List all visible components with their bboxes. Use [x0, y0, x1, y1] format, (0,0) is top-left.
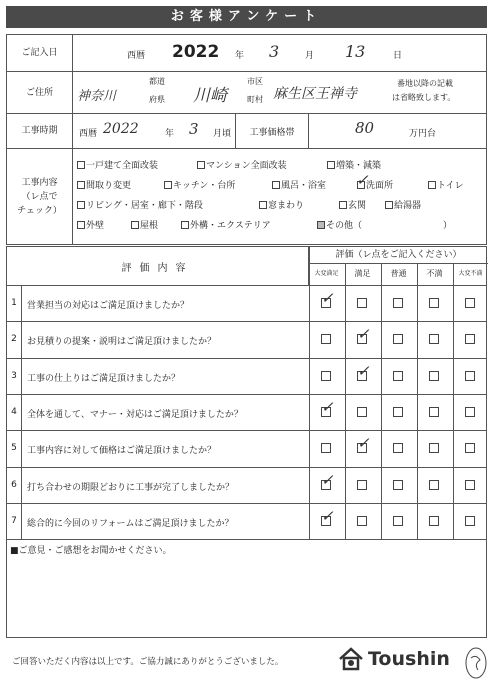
rating-checkbox[interactable]	[465, 516, 475, 526]
work-label-2: （レ点で	[21, 192, 58, 202]
question-text: 全体を通して、マナー・対応はご満足頂けましたか？	[27, 409, 243, 420]
date-month[interactable]: 3	[269, 42, 280, 61]
work-item-mansion[interactable]: マンション全面改装	[197, 158, 287, 171]
price-unit: 万円台	[409, 129, 437, 139]
rating-checkbox[interactable]	[393, 298, 403, 308]
footer-text: ご回答いただく内容は以上です。ご協力誠にありがとうございました。	[12, 657, 284, 667]
rating-checkbox[interactable]	[429, 443, 439, 453]
rating-col-divider	[345, 264, 346, 539]
work-item-washroom[interactable]: 洗面所	[357, 178, 393, 191]
question-text: お見積りの提案・説明はご満足頂けましたか？	[27, 337, 217, 348]
evaluation-table	[6, 246, 487, 638]
work-item-kitchen[interactable]: キッチン・台所	[164, 178, 235, 191]
rating-checkbox[interactable]	[321, 334, 331, 344]
work-item-water-heater[interactable]: 給湯器	[385, 198, 421, 211]
question-text: 打ち合わせの期限どおりに工事が完了しましたか？	[27, 482, 235, 493]
page-title: お客様アンケート	[6, 6, 487, 28]
rating-checkbox[interactable]	[465, 407, 475, 417]
work-item-other-close: ）	[443, 221, 453, 231]
rating-checkbox[interactable]	[465, 480, 475, 490]
rating-col-3: 不満	[426, 269, 443, 278]
date-year: 2022	[172, 42, 220, 62]
rating-checkbox[interactable]	[429, 298, 439, 308]
rating-checkbox[interactable]	[465, 371, 475, 381]
question-number: 4	[11, 406, 17, 417]
work-item-other[interactable]: その他（	[317, 218, 362, 231]
question-divider	[7, 321, 486, 322]
question-number: 3	[11, 370, 17, 381]
comments-label: ■ご意見・ご感想をお聞かせください。	[10, 546, 172, 556]
question-number: 1	[11, 298, 17, 308]
rating-checkbox[interactable]	[393, 371, 403, 381]
rating-checkbox[interactable]	[465, 443, 475, 453]
work-item-entrance[interactable]: 玄関	[339, 198, 366, 211]
city-unit-bottom: 町村	[247, 95, 263, 104]
question-divider	[7, 394, 486, 395]
work-item-toilet[interactable]: トイレ	[428, 178, 464, 191]
check-mark: ✓	[321, 289, 334, 307]
work-item-exterior[interactable]: 外構・エクステリア	[181, 218, 271, 231]
work-item-house[interactable]: 一戸建て全面改装	[77, 158, 158, 171]
pref-unit-bottom: 府県	[149, 95, 165, 104]
price-label: 工事価格帯	[235, 114, 309, 148]
question-divider	[7, 430, 486, 431]
period-label: 工事時期	[7, 114, 73, 148]
address-row	[7, 72, 486, 114]
question-number: 2	[11, 334, 17, 345]
date-day[interactable]: 13	[345, 42, 366, 61]
question-text: 工事の仕上りはご満足頂けましたか？	[27, 373, 181, 384]
address-city[interactable]: 川崎	[193, 86, 227, 106]
washroom-check-mark: ✓	[356, 171, 369, 189]
question-text: 工事内容に対して価格はご満足頂けましたか？	[27, 446, 217, 457]
rating-col-divider	[381, 264, 382, 539]
city-unit-top: 市区	[247, 77, 263, 86]
address-note-2: は省略致します。	[392, 93, 456, 102]
check-mark: ✓	[321, 397, 334, 416]
work-item-roof[interactable]: 屋根	[131, 218, 158, 231]
rating-checkbox[interactable]	[357, 516, 367, 526]
rating-checkbox[interactable]	[393, 480, 403, 490]
rating-checkbox[interactable]	[429, 371, 439, 381]
question-divider	[7, 358, 486, 359]
house-logo-icon	[338, 646, 364, 672]
question-number: 5	[11, 443, 17, 454]
signature-mark	[463, 646, 489, 680]
date-era: 西暦	[127, 51, 146, 61]
brand-name: Toushin	[368, 648, 450, 670]
question-text: 総合的に今回のリフォームはご満足頂けましたか？	[27, 518, 234, 529]
period-year-unit: 年	[165, 129, 175, 139]
date-month-unit: 月	[305, 51, 315, 61]
period-era: 西暦	[79, 129, 98, 139]
check-mark: ✓	[357, 325, 370, 344]
check-mark: ✓	[357, 434, 370, 453]
rating-checkbox[interactable]	[321, 443, 331, 453]
rating-checkbox[interactable]	[393, 516, 403, 526]
check-mark: ✓	[321, 470, 334, 489]
check-mark: ✓	[321, 506, 334, 525]
work-item-extension[interactable]: 増築・減築	[327, 158, 381, 171]
rating-checkbox[interactable]	[393, 407, 403, 417]
rating-checkbox[interactable]	[357, 298, 367, 308]
rating-col-0: 大変満足	[314, 270, 339, 277]
rating-checkbox[interactable]	[465, 298, 475, 308]
customer-info-table	[6, 34, 487, 245]
address-prefecture[interactable]: 神奈川	[77, 89, 117, 104]
rating-checkbox[interactable]	[465, 334, 475, 344]
date-row	[7, 35, 486, 72]
address-note-1: 番地以降の記載	[397, 79, 453, 88]
work-item-exterior-wall[interactable]: 外壁	[77, 218, 104, 231]
address-town[interactable]: 麻生区王禅寺	[273, 86, 357, 102]
rating-checkbox[interactable]	[393, 443, 403, 453]
rating-col-4: 大変不満	[458, 270, 483, 277]
rating-col-2: 普通	[390, 269, 407, 278]
comments-area[interactable]	[7, 555, 486, 637]
date-label: ご記入日	[7, 35, 73, 71]
rating-header: 評価（レ点をご記入ください）	[309, 247, 488, 264]
period-month[interactable]: 3	[189, 120, 199, 138]
date-day-unit: 日	[393, 51, 403, 61]
date-year-unit: 年	[235, 51, 245, 61]
period-year[interactable]: 2022	[103, 121, 139, 137]
num-divider	[21, 285, 22, 539]
question-text: 営業担当の対応はご満足頂けましたか？	[27, 301, 190, 311]
rating-checkbox[interactable]	[357, 407, 367, 417]
question-number: 7	[11, 515, 17, 526]
period-month-unit: 月頃	[213, 129, 232, 139]
address-label: ご住所	[7, 72, 73, 113]
work-label	[7, 149, 73, 245]
rating-col-divider	[453, 264, 454, 539]
comments-divider	[7, 539, 486, 540]
period-row	[7, 114, 486, 149]
question-number: 6	[11, 479, 17, 490]
rating-checkbox[interactable]	[429, 334, 439, 344]
work-item-living[interactable]: リビング・居室・廊下・階段	[77, 198, 203, 211]
rating-checkbox[interactable]	[429, 480, 439, 490]
rating-checkbox[interactable]	[357, 480, 367, 490]
rating-col-divider	[417, 264, 418, 539]
work-label-3: チェック）	[17, 206, 62, 216]
rating-col-1: 満足	[354, 269, 371, 278]
work-item-layout[interactable]: 間取り変更	[77, 178, 131, 191]
work-row	[7, 149, 486, 245]
pref-unit-top: 都道	[149, 77, 165, 86]
work-item-bath[interactable]: 風呂・浴室	[272, 178, 326, 191]
rating-checkbox[interactable]	[429, 516, 439, 526]
question-divider	[7, 467, 486, 468]
header-divider	[7, 285, 486, 286]
question-divider	[7, 503, 486, 504]
work-item-window[interactable]: 窓まわり	[259, 198, 304, 211]
check-mark: ✓	[357, 361, 370, 380]
rating-checkbox[interactable]	[393, 334, 403, 344]
rating-checkbox[interactable]	[321, 371, 331, 381]
eval-content-header: 評価内容	[7, 247, 309, 285]
rating-checkbox[interactable]	[429, 407, 439, 417]
work-label-1: 工事内容	[21, 178, 58, 188]
price-value[interactable]: 80	[355, 119, 375, 137]
